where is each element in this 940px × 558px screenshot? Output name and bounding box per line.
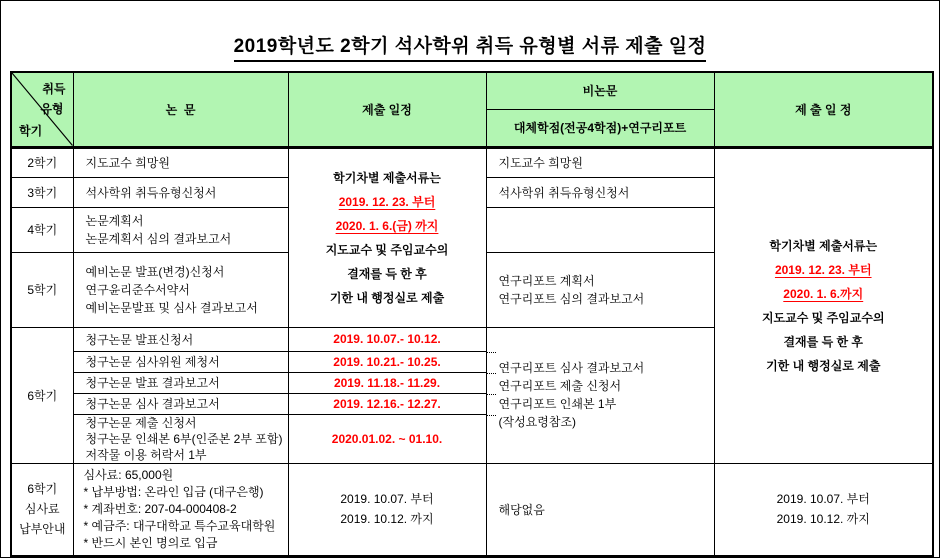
semester-cell-fee	[11, 463, 73, 556]
fee-detail-line: * 반드시 본인 명의로 입금	[83, 535, 218, 550]
doc-line: 연구리포트 계획서	[498, 273, 595, 288]
date-line: 2019. 10.12. 까지	[340, 512, 434, 527]
corner-label-semester: 학기	[19, 123, 43, 138]
semester-cell-2: 2학기	[11, 147, 73, 177]
doc-line: 연구리포트 심사 결과보고서	[498, 361, 645, 375]
schedule-date: 2019. 12. 23. 부터	[338, 194, 436, 209]
fee-nonthesis-date-cell	[714, 463, 933, 556]
date-cell: 2020.01.02. ~ 01.10.	[288, 414, 486, 463]
schedule-line: 결재를 득 한 후	[783, 334, 864, 349]
dotted-stub	[487, 352, 496, 353]
corner-label-acquire: 취득	[42, 82, 66, 96]
doc-line: (작성요령참조)	[498, 415, 577, 429]
semester-cell-3: 3학기	[11, 177, 73, 207]
doc-line: 연구윤리준수서약서	[85, 282, 190, 297]
nonthesis-schedule-merged-cell	[714, 147, 933, 463]
corner-label-type: 유형	[40, 102, 64, 116]
schedule-line: 학기차별 제출서류는	[333, 170, 441, 185]
thesis-doc-cell: 석사학위 취득유형신청서	[73, 177, 288, 207]
header-nonthesis-schedule: 제 출 일 정	[714, 72, 933, 147]
thesis-doc-cell: 청구논문 발표 결과보고서	[73, 372, 288, 393]
schedule-line: 기한 내 행정실로 제출	[329, 290, 445, 305]
thesis-doc-cell	[73, 252, 288, 327]
fee-thesis-date-cell	[288, 463, 486, 556]
doc-line: 저작물 이용 허락서 1부	[85, 447, 207, 462]
fee-detail-line: * 예금주: 대구대학교 특수교육대학원	[83, 518, 276, 533]
doc-line: 청구논문 인쇄본 6부(인준본 2부 포함)	[85, 431, 283, 446]
nonthesis-doc-cell	[486, 252, 714, 327]
thesis-schedule-merged-cell	[288, 147, 486, 327]
dotted-stub	[487, 373, 496, 374]
fee-label-line: 6학기	[27, 482, 58, 497]
thesis-doc-cell: 지도교수 희망원	[73, 147, 288, 177]
semester-cell-4: 4학기	[11, 207, 73, 252]
fee-label-line: 심사료	[24, 502, 60, 517]
nonthesis-sem6-cell	[486, 327, 714, 463]
fee-detail-line: 심사료: 65,000원	[83, 467, 174, 482]
schedule-line: 기한 내 행정실로 제출	[766, 358, 881, 373]
header-row-1	[11, 72, 933, 109]
header-thesis-schedule: 제출 일정	[288, 72, 486, 147]
dotted-stub	[487, 415, 496, 416]
fee-label-line: 납부안내	[19, 522, 66, 537]
doc-line: 예비논문 발표(변경)신청서	[85, 264, 225, 279]
header-nonthesis: 비논문	[486, 72, 714, 109]
doc-line: 연구리포트 심의 결과보고서	[498, 291, 645, 306]
header-thesis: 논 문	[73, 72, 288, 147]
schedule-date: 2020. 1. 6.까지	[783, 286, 864, 301]
thesis-doc-cell	[73, 414, 288, 463]
date-line: 2019. 10.07. 부터	[340, 492, 434, 507]
schedule-table	[10, 71, 934, 557]
doc-line: 연구리포트 제출 신청서	[498, 379, 622, 393]
doc-line: 청구논문 제출 신청서	[85, 415, 197, 430]
date-cell: 2019. 12.16.- 12.27.	[288, 393, 486, 414]
doc-line: 논문계획서 심의 결과보고서	[85, 231, 232, 246]
thesis-doc-cell: 청구논문 심사위원 제청서	[73, 351, 288, 372]
schedule-date: 2019. 12. 23. 부터	[774, 262, 872, 277]
semester-cell-6: 6학기	[11, 327, 73, 463]
page-title: 2019학년도 2학기 석사학위 취득 유형별 서류 제출 일정	[234, 31, 707, 62]
fee-detail-line: * 납부방법: 온라인 입금 (대구은행)	[83, 484, 264, 499]
thesis-doc-cell	[73, 207, 288, 252]
schedule-line: 지도교수 및 주임교수의	[761, 310, 885, 325]
schedule-line: 결재를 득 한 후	[347, 266, 427, 281]
date-line: 2019. 10.12. 까지	[776, 512, 870, 527]
fee-detail-line: * 계좌번호: 207-04-000408-2	[83, 501, 237, 516]
date-cell: 2019. 10.07.- 10.12.	[288, 327, 486, 351]
nonthesis-doc-cell: 지도교수 희망원	[486, 147, 714, 177]
doc-line: 예비논문발표 및 심사 결과보고서	[85, 300, 258, 315]
nonthesis-doc-cell: 석사학위 취득유형신청서	[486, 177, 714, 207]
thesis-doc-cell: 청구논문 심사 결과보고서	[73, 393, 288, 414]
fee-nonthesis-cell: 해당없음	[486, 463, 714, 556]
schedule-line: 지도교수 및 주임교수의	[325, 242, 449, 257]
table-row	[11, 147, 933, 177]
date-cell: 2019. 10.21.- 10.25.	[288, 351, 486, 372]
doc-line: 연구리포트 인쇄본 1부	[498, 397, 617, 411]
date-cell: 2019. 11.18.- 11.29.	[288, 372, 486, 393]
schedule-line: 학기차별 제출서류는	[769, 238, 878, 253]
header-nonthesis-sub: 대체학점(전공4학점)+연구리포트	[486, 109, 714, 147]
table-row	[11, 463, 933, 556]
dotted-stub	[487, 394, 496, 395]
semester-cell-5: 5학기	[11, 252, 73, 327]
nonthesis-empty-cell	[486, 207, 714, 252]
schedule-date: 2020. 1. 6.(금) 까지	[335, 218, 439, 233]
thesis-doc-cell: 청구논문 발표신청서	[73, 327, 288, 351]
doc-line: 논문계획서	[85, 213, 144, 228]
title-area	[1, 31, 939, 62]
corner-cell	[11, 72, 73, 147]
fee-detail-cell	[73, 463, 288, 556]
date-line: 2019. 10.07. 부터	[776, 492, 870, 507]
